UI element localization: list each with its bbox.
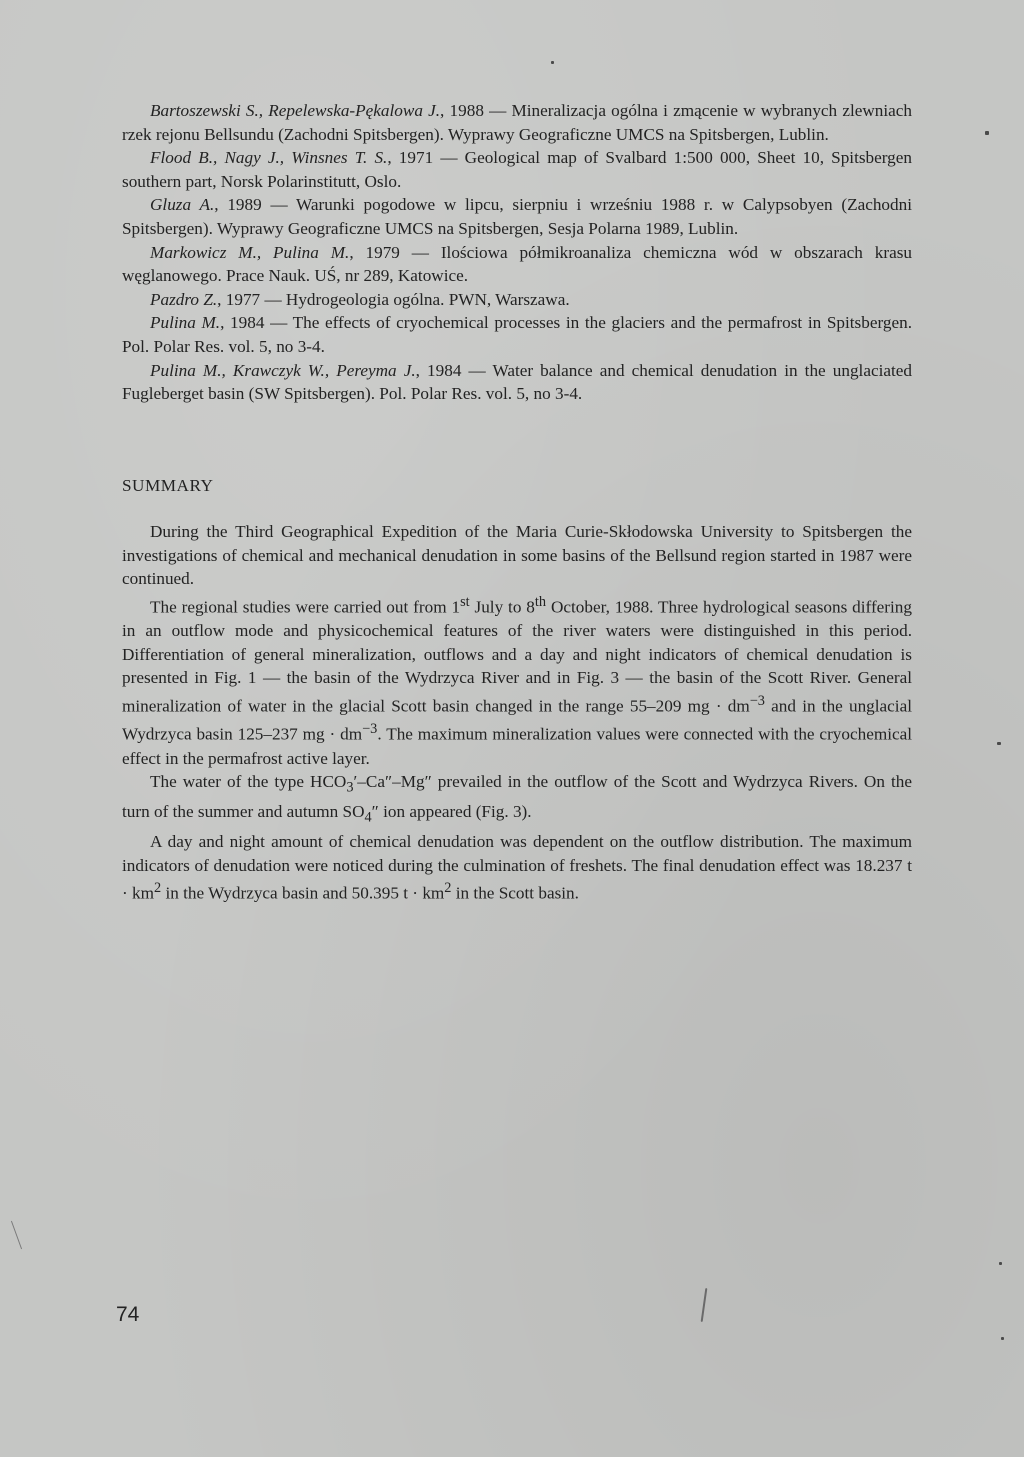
text-run: July to 8 bbox=[469, 597, 535, 617]
reference-authors: Pulina M., Krawczyk W., Pereyma J. bbox=[150, 360, 416, 380]
reference-entry bbox=[122, 288, 912, 312]
text-run: ″ ion appeared (Fig. 3). bbox=[371, 802, 532, 822]
reference-entry bbox=[122, 146, 912, 193]
speck bbox=[701, 1288, 708, 1322]
summary-paragraph bbox=[122, 770, 912, 830]
text-run: and in the unglacial Wydrzyca basin 125–237 mg · dm bbox=[122, 696, 912, 744]
reference-authors: Markowicz M., Pulina M. bbox=[150, 242, 350, 262]
superscript: −3 bbox=[362, 721, 378, 738]
speck bbox=[551, 61, 554, 64]
reference-entry bbox=[122, 359, 912, 406]
reference-authors: Gluza A. bbox=[150, 195, 215, 215]
subscript: 3 bbox=[346, 779, 354, 796]
superscript: 2 bbox=[444, 880, 452, 897]
reference-entry bbox=[122, 241, 912, 288]
reference-details: , 1984 — Water balance and chemical denudation in the unglaciated Fugleberget basin (SW Spitsbergen). Pol. Polar Res. vol. 5, no 3-4. bbox=[122, 360, 912, 404]
text-run: The regional studies were carried out from 1 bbox=[150, 597, 461, 617]
superscript: st bbox=[460, 593, 470, 610]
reference-list bbox=[122, 99, 912, 406]
text-run: October, 1988. Three hydrological seasons differing in an outflow mode and physicochemical features of the river waters were distinguished in this period. Differentiation of general mineralization, outflows and a day and night indicators of chemical denudation is presented in Fig. 1 — the basin of the Wydrzyca River and in Fig. 3 — the basin of the Scott River. General mineralization of water in the glacial Scott basin changed in the range 55–209 mg · dm bbox=[122, 597, 912, 716]
reference-entry bbox=[122, 193, 912, 240]
speck bbox=[1001, 1337, 1004, 1340]
text-run: in the Scott basin. bbox=[451, 884, 579, 904]
reference-details: , 1977 — Hydrogeologia ogólna. PWN, Warszawa. bbox=[217, 289, 570, 309]
text-run: ′–Ca″–Mg″ prevailed in the outflow of the Scott and Wydrzyca Rivers. On the turn of the summer and autumn SO bbox=[122, 772, 912, 822]
text-run: A day and night amount of chemical denudation was dependent on the outflow distribution. The maximum indicators of denudation were noticed during the culmination of freshets. The final denudation effect was 18.237 t · km bbox=[122, 832, 912, 904]
speck bbox=[997, 742, 1001, 745]
reference-authors: Bartoszewski S., Repelewska-Pękalowa J. bbox=[150, 101, 441, 120]
subscript: 4 bbox=[364, 809, 372, 826]
text-run: . The maximum mineralization values were connected with the cryochemical effect in the permafrost active layer. bbox=[122, 724, 913, 768]
superscript: 2 bbox=[153, 880, 162, 897]
summary-paragraph bbox=[122, 591, 912, 770]
reference-details: , 1988 — Mineralizacja ogólna i zmącenie w wybranych zlewniach rzek rejonu Bellsundu (Zachodni Spitsbergen). Wyprawy Geograficzne UMCS na Spitsbergen, Lublin. bbox=[122, 101, 912, 144]
speck bbox=[999, 1262, 1002, 1265]
reference-details: , 1989 — Warunki pogodowe w lipcu, sierpniu i wrześniu 1988 r. w Calypsobyen (Zachodni Spitsbergen). Wyprawy Geograficzne UMCS na Spitsbergen, Sesja Polarna 1989, Lublin. bbox=[122, 195, 912, 238]
reference-details: , 1971 — Geological map of Svalbard 1:500 000, Sheet 10, Spitsbergen southern part, Norsk Polarinstitutt, Oslo. bbox=[122, 148, 912, 191]
reference-entry bbox=[122, 99, 912, 146]
reference-authors: Flood B., Nagy J., Winsnes T. S. bbox=[150, 148, 388, 168]
text-run: in the Wydrzyca basin and 50.395 t · km bbox=[161, 884, 445, 904]
page-number: 74 bbox=[116, 1303, 140, 1326]
reference-details: , 1984 — The effects of cryochemical processes in the glaciers and the permafrost in Spitsbergen. Pol. Polar Res. vol. 5, no 3-4. bbox=[122, 313, 912, 356]
summary-paragraph: During the Third Geographical Expedition of the Maria Curie-Skłodowska University to Spitsbergen the investigations of chemical and mechanical denudation in some basins of the Bellsund region started in 1987 were continued. bbox=[122, 522, 912, 589]
speck bbox=[985, 131, 989, 135]
reference-authors: Pulina M. bbox=[150, 313, 221, 333]
reference-entry bbox=[122, 311, 912, 358]
superscript: −3 bbox=[749, 692, 765, 709]
text-run: The water of the type HCO bbox=[150, 772, 347, 792]
summary-heading: SUMMARY bbox=[122, 476, 214, 495]
speck bbox=[11, 1221, 22, 1250]
superscript: th bbox=[534, 593, 547, 610]
summary-paragraph bbox=[122, 830, 912, 906]
reference-authors: Pazdro Z. bbox=[150, 289, 218, 309]
summary-body bbox=[122, 520, 912, 906]
reference-details: , 1979 — Ilościowa półmikroanaliza chemiczna wód w obszarach krasu węglanowego. Prace Nauk. UŚ, nr 289, Katowice. bbox=[122, 242, 912, 286]
